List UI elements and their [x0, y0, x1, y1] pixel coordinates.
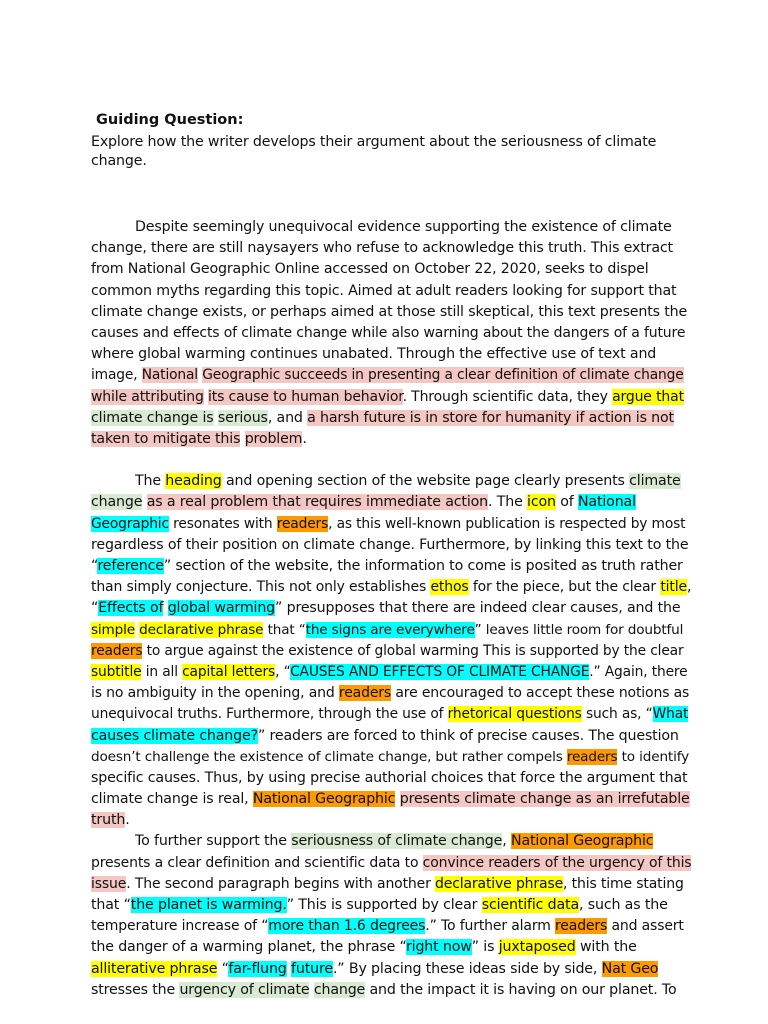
highlight-argument: while attributing: [91, 388, 204, 405]
highlight-argument: its cause to human behavior: [208, 388, 403, 405]
highlight-quotation: far-flung: [228, 960, 287, 977]
highlight-audience: National Geographic: [510, 833, 654, 850]
text-line: subtitle in all capital letters, “CAUSES AND EFFECTS OF CLIMATE CHANGE.” Again, there: [91, 663, 688, 680]
highlight-audience: readers: [555, 918, 608, 935]
paragraph-3: [91, 831, 691, 1001]
highlight-technique: declarative phrase: [139, 621, 264, 638]
highlight-audience: readers: [338, 685, 392, 702]
text-line: truth.: [91, 812, 130, 829]
highlight-technique: heading: [165, 473, 222, 490]
highlight-argument: presents climate change as an irrefutable: [399, 791, 690, 808]
text-line: image, National Geographic succeeds in presenting a clear definition of climate change: [91, 367, 684, 384]
highlight-technique: scientific data: [481, 897, 580, 913]
highlight-argument: truth: [91, 812, 126, 829]
question-line: change.: [91, 153, 147, 169]
highlight-quotation: National: [577, 494, 636, 511]
text-line: causes and effects of climate change while also warning about the dangers of a future: [91, 324, 686, 341]
highlight-theme: climate: [629, 473, 681, 490]
highlight-quotation: reference: [97, 558, 164, 574]
text-line: climate change exists, or perhaps aimed at those still skeptical, this text presents the: [91, 303, 688, 320]
text-line: Geographic resonates with readers, as this well-known publication is respected by most: [91, 515, 686, 532]
highlight-quotation: global warming: [167, 600, 276, 617]
highlight-technique: rhetorical questions: [447, 706, 582, 723]
text-line: while attributing its cause to human behavior. Through scientific data, they argue that: [91, 388, 684, 405]
text-line: Despite seemingly unequivocal evidence supporting the existence of climate: [135, 219, 672, 235]
highlight-technique: ethos: [430, 579, 469, 596]
text-line: temperature increase of “more than 1.6 degrees.” To further alarm readers and assert: [91, 918, 684, 935]
highlight-quotation: causes climate change?: [91, 727, 258, 744]
text-line: the danger of a warming planet, the phrase “right now” is juxtaposed with the: [91, 939, 637, 956]
text-line: from National Geographic Online accessed on October 22, 2020, seeks to dispel: [91, 261, 649, 278]
text-line: alliterative phrase “far-flung future.” By placing these ideas side by side, Nat Geo: [91, 960, 659, 977]
text-line: that “the planet is warming.” This is supported by clear scientific data, such as the: [91, 897, 668, 913]
paragraph-1: [91, 217, 691, 450]
highlight-technique: alliterative phrase: [91, 960, 218, 977]
text-line: The heading and opening section of the website page clearly presents climate: [135, 473, 681, 490]
highlight-technique: capital letters: [182, 663, 276, 680]
highlight-argument: as a real problem that requires immediate action: [146, 494, 488, 511]
highlight-technique: icon: [527, 494, 556, 511]
text-line: is no ambiguity in the opening, and readers are encouraged to accept these notions as: [91, 685, 690, 702]
text-line: unequivocal truths. Furthermore, through the use of rhetorical questions such as, “What: [91, 706, 689, 723]
text-line: common myths regarding this topic. Aimed at adult readers looking for support that: [91, 282, 677, 299]
highlight-theme: serious: [217, 409, 268, 426]
highlight-argument: taken to mitigate this: [91, 430, 241, 447]
paragraph-2: [91, 471, 691, 831]
essay-body: [91, 217, 691, 1001]
highlight-technique: declarative phrase: [435, 875, 564, 892]
highlight-theme: change: [313, 981, 366, 998]
highlight-argument: convince readers of the urgency of this: [422, 854, 692, 871]
text-line: issue. The second paragraph begins with another declarative phrase, this time stating: [91, 875, 684, 892]
guiding-question-text: [91, 133, 691, 171]
highlight-audience: readers: [91, 642, 143, 659]
text-line: change as a real problem that requires immediate action. The icon of National: [91, 494, 636, 511]
highlight-theme: seriousness of climate change: [291, 833, 503, 850]
text-line: To further support the seriousness of climate change, National Geographic: [135, 833, 654, 850]
highlight-audience: National Geographic: [252, 791, 396, 808]
text-line: than simply conjecture. This not only establishes ethos for the piece, but the clear title,: [91, 579, 692, 596]
highlight-theme: climate change is: [91, 409, 214, 426]
highlight-technique: argue that: [612, 388, 684, 405]
text-line: climate change is real, National Geographic presents climate change as an irrefutable: [91, 791, 690, 808]
guiding-question-heading: Guiding Question:: [96, 112, 244, 128]
highlight-quotation: more than 1.6 degrees: [268, 918, 426, 935]
highlight-quotation: the planet is warming.: [130, 897, 287, 913]
highlight-technique: juxtaposed: [498, 939, 576, 956]
highlight-quotation: What: [652, 706, 689, 723]
text-line: specific causes. Thus, by using precise authorial choices that force the argument that: [91, 769, 688, 786]
text-line: doesn’t challenge the existence of climate change, but rather compels readers to identify: [91, 748, 690, 765]
highlight-argument: issue: [91, 875, 127, 892]
text-line: “Effects of global warming” presupposes that there are indeed clear causes, and the: [91, 600, 681, 617]
highlight-quotation: future: [291, 960, 333, 977]
text-line: taken to mitigate this problem.: [91, 430, 307, 447]
highlight-argument: problem: [244, 430, 303, 447]
highlight-argument: a harsh future is in store for humanity if action is not: [307, 409, 674, 426]
highlight-quotation: the signs are everywhere: [305, 621, 475, 638]
text-line: stresses the urgency of climate change and the impact it is having on our planet. To: [91, 981, 677, 998]
text-line: simple declarative phrase that “the signs are everywhere” leaves little room for doubtful: [91, 621, 684, 638]
highlight-technique: simple: [91, 621, 135, 638]
highlight-technique: subtitle: [91, 663, 142, 680]
highlight-technique: title: [660, 579, 687, 596]
highlight-audience: Nat Geo: [601, 960, 659, 977]
text-line: “reference” section of the website, the information to come is posited as truth rather: [91, 558, 683, 574]
text-line: where global warming continues unabated. Through the effective use of text and: [91, 346, 657, 363]
highlight-argument: National: [141, 367, 198, 384]
highlight-theme: urgency of climate: [179, 981, 310, 998]
highlight-quotation: Geographic: [91, 515, 169, 532]
highlight-quotation: right now: [405, 939, 472, 956]
highlight-audience: readers: [566, 748, 618, 765]
highlight-quotation: Effects of: [98, 600, 164, 617]
text-line: readers to argue against the existence of global warming This is supported by the clear: [91, 642, 684, 659]
highlight-argument: Geographic succeeds in presenting a clear definition of climate change: [202, 367, 684, 384]
highlight-theme: change: [91, 494, 143, 511]
highlight-quotation: CAUSES AND EFFECTS OF CLIMATE CHANGE: [290, 663, 590, 680]
text-line: causes climate change?” readers are forced to think of precise causes. The question: [91, 727, 679, 744]
text-line: climate change is serious, and a harsh future is in store for humanity if action is not: [91, 409, 674, 426]
text-line: change, there are still naysayers who refuse to acknowledge this truth. This extract: [91, 240, 673, 257]
highlight-audience: readers: [276, 515, 329, 532]
text-line: presents a clear definition and scientific data to convince readers of the urgency of this: [91, 854, 692, 871]
question-line: Explore how the writer develops their argument about the seriousness of climate: [91, 134, 657, 150]
text-line: regardless of their position on climate change. Furthermore, by linking this text to the: [91, 536, 689, 553]
